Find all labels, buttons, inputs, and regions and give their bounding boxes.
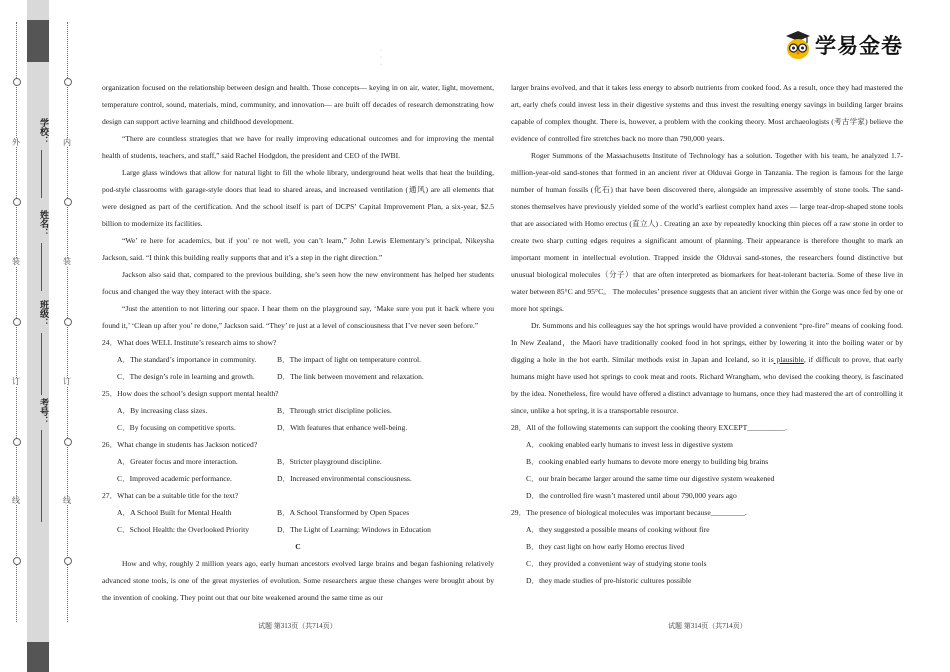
option-row bbox=[102, 470, 494, 487]
binding-hole bbox=[13, 557, 21, 565]
gutter-bottom-block bbox=[27, 642, 49, 672]
option-d[interactable]: D．The Light of Learning: Windows in Education bbox=[277, 525, 431, 534]
option-row bbox=[102, 351, 494, 368]
option-c[interactable]: C．they provided a convenient way of studying stone tools bbox=[526, 559, 707, 568]
option-c[interactable]: C．our brain became larger around the same time our digestive system weakened bbox=[526, 474, 775, 483]
option-c[interactable]: C．By focusing on competitive sports. bbox=[117, 423, 236, 432]
option-row bbox=[102, 402, 494, 419]
option-row bbox=[102, 419, 494, 436]
paragraph bbox=[511, 317, 903, 419]
option-c[interactable]: C．The design’s role in learning and growth. bbox=[117, 372, 255, 381]
paragraph: “Just the attention to not littering our space. I hear them on the playground say, ‘Make sure you put it back where you found it,’ ‘Clean up after you’ re done,” Jackson said. “They’ re just at a level of consciousness that I’ve never seen before.” bbox=[102, 304, 494, 330]
section-heading: C bbox=[295, 542, 301, 551]
paragraph: “There are countless strategies that we have for really improving educational outcomes and for improving the mental health of students, teachers, and staff,” said Rachel Hodgdon, the president and CEO of the IWBI. bbox=[102, 134, 494, 160]
option-b[interactable]: B．The impact of light on temperature control. bbox=[277, 355, 422, 364]
question-stem: 28．All of the following statements can support the cooking theory EXCEPT__________. bbox=[511, 423, 788, 432]
question-stem: 27．What can be a suitable title for the text? bbox=[102, 491, 239, 500]
option-d[interactable]: D．the controlled fire wasn’t mastered until about 790,000 years ago bbox=[526, 491, 737, 500]
binding-hole bbox=[13, 318, 21, 326]
option-row bbox=[102, 453, 494, 470]
option-d[interactable]: D．Increased environmental consciousness. bbox=[277, 474, 412, 483]
inner-mark: 装 bbox=[63, 257, 71, 266]
inner-mark: 内 bbox=[63, 138, 71, 147]
option-b[interactable]: B．Through strict discipline policies. bbox=[277, 406, 392, 415]
paragraph-text: Dr. Summons and his colleagues say the hot springs would have provided a convenient “pre-fire” means of cooking food. In New Zealand，the Maori have traditionally cooked food in hot springs, either by lowering it into the boiling water or by digging a hole in the hot earth. Similar methods exist in Japan and Iceland, so it is bbox=[511, 321, 903, 364]
name-line[interactable] bbox=[41, 243, 42, 291]
page-footer-left: 试题 第313页（共714页） bbox=[258, 622, 337, 630]
inner-mark: 订 bbox=[63, 377, 71, 386]
left-column bbox=[102, 79, 494, 606]
option-a[interactable]: A．they suggested a possible means of cooking without fire bbox=[526, 525, 710, 534]
option-a[interactable]: A．A School Built for Mental Health bbox=[117, 508, 232, 517]
option-a[interactable]: A．By increasing class sizes. bbox=[117, 406, 208, 415]
binding-hole bbox=[13, 198, 21, 206]
class-line[interactable] bbox=[41, 333, 42, 395]
binding-hole bbox=[13, 438, 21, 446]
page-footer-right: 试题 第314页（共714页） bbox=[668, 622, 747, 630]
option-row bbox=[102, 368, 494, 385]
option-c[interactable]: C．Improved academic performance. bbox=[117, 474, 232, 483]
paragraph: How and why, roughly 2 million years ago, early human ancestors evolved large brains and began fashioning relatively advanced stone tools, is one of the great mysteries of evolution. Some researchers argue these changes were brought about by the invention of cooking. They point out that our bite weakened around the same time as our bbox=[102, 559, 494, 602]
school-line[interactable] bbox=[41, 150, 42, 198]
binding-hole bbox=[13, 78, 21, 86]
binding-hole bbox=[64, 78, 72, 86]
option-row bbox=[102, 521, 494, 538]
binding-hole bbox=[64, 318, 72, 326]
logo-text: 学易金卷 bbox=[815, 34, 903, 58]
binding-gutter bbox=[27, 0, 49, 672]
option-d[interactable]: D．they made studies of pre-historic cultures possible bbox=[526, 576, 692, 585]
outer-mark: 装 bbox=[12, 257, 20, 266]
binding-hole bbox=[64, 557, 72, 565]
option-a[interactable]: A．cooking enabled early humans to invest less in digestive system bbox=[526, 440, 733, 449]
paragraph-text: , if difficult to prove, that early humans might have used hot springs to cook meat and roots. Richard Wrangham, who devised the cooking theory, is fascinated by the idea. Nonetheless, fire would have offered a distinct advantage to humans, once they had mastered the art of controlling it since, unlike a hot spring, it is a transportable resource. bbox=[511, 355, 903, 415]
paragraph: organization focused on the relationship between design and health. Those concepts— keying in on air, water, light, movement, temperature control, sound, materials, mind, community, and innovation— are built off decades of research demonstrating how design can support active learning and childhood development. bbox=[102, 83, 494, 126]
top-dots: · · · bbox=[380, 48, 382, 68]
option-d[interactable]: D．With features that enhance well-being. bbox=[277, 423, 408, 432]
question-stem: 25．How does the school’s design support mental health? bbox=[102, 389, 279, 398]
binding-hole bbox=[64, 438, 72, 446]
logo bbox=[785, 28, 903, 62]
underlined-word: plausible bbox=[773, 355, 804, 364]
paragraph: “We’ re here for academics, but if you’ re not well, you can’t learn,” John Lewis Elementary’s principal, Nikeysha Jackson, said. “I think this building really supports that and it’s a step in the right direction.” bbox=[102, 236, 494, 262]
option-d[interactable]: D．The link between movement and relaxation. bbox=[277, 372, 424, 381]
option-b[interactable]: B．A School Transformed by Open Spaces bbox=[277, 508, 410, 517]
outer-mark: 外 bbox=[12, 138, 20, 147]
option-b[interactable]: B．cooking enabled early humans to devote more energy to building big brains bbox=[526, 457, 769, 466]
gutter-top-block bbox=[27, 20, 49, 62]
paragraph: Jackson also said that, compared to the previous building, she’s seen how the new environment has helped her students focus and changed the way they interact with the space. bbox=[102, 270, 494, 296]
option-c[interactable]: C．School Health: the Overlooked Priority bbox=[117, 525, 250, 534]
option-b[interactable]: B．Stricter playground discipline. bbox=[277, 457, 382, 466]
outer-mark: 线 bbox=[12, 496, 20, 505]
option-b[interactable]: B．they cast light on how early Homo erectus lived bbox=[526, 542, 685, 551]
question-stem: 29．The presence of biological molecules was important because_________. bbox=[511, 508, 747, 517]
option-a[interactable]: A．Greater focus and more interaction. bbox=[117, 457, 238, 466]
graduate-owl-icon bbox=[785, 30, 811, 60]
exam-number-label: 考号： bbox=[38, 398, 48, 425]
right-column bbox=[511, 79, 903, 589]
name-label: 姓名： bbox=[38, 210, 48, 237]
paragraph: larger brains evolved, and that it takes less energy to absorb nutrients from cooked food. As a result, once they had mastered the art, early chefs could invest less in their digestive systems and thus invest the resulting energy savings in building larger brains capable of complex thought. There is, however, a problem with the cooking theory. Most archaeologists (考古学家) believe the evidence of controlled fire stretches back no more than 790,000 years. bbox=[511, 83, 903, 143]
option-a[interactable]: A．The standard’s importance in community. bbox=[117, 355, 257, 364]
inner-mark: 线 bbox=[63, 496, 71, 505]
binding-hole bbox=[64, 198, 72, 206]
question-stem: 24．What does WELL Institute’s research aims to show? bbox=[102, 338, 277, 347]
paragraph: Roger Summons of the Massachusetts Institute of Technology has a solution. Together with his team, he analyzed 1.7-million-year-old sand-stones that formed in an ancient river at Olduvai Gorge in Tanzania. The region is famous for the large number of human fossils (化石) that have been discovered there, alongside an impressive assembly of stone tools. The sand-stones themselves have previously yielded some of the world’s earliest complex hand axes — large tear-drop-shaped stone tools that are associated with Homo erectus (直立人) . Creating an axe by repeatedly knocking thin pieces off a raw stone in order to create two sharp cutting edges requires a significant amount of planning. Their appearance is therefore thought to mark an important moment in intellectual evolution. Trapped inside the Olduvai sand-stones, the researchers found distinctive but unusual biological molecules（分子）that are often interpreted as biomarkers for heat-tolerant bacteria. Some of these live in water between 85°C and 95°C。 The molecules’ presence suggests that an ancient river within the Gorge was once fed by one or more hot springs. bbox=[511, 151, 903, 313]
class-label: 班级： bbox=[38, 300, 48, 327]
paragraph: Large glass windows that allow for natural light to fill the whole library, underground heat wells that heat the building, pod-style classrooms with garage-style doors that lead to shared areas, and increased ventilation (通风) are all elements that were designed as part of the certification. And the school itself is part of DCPS’ Capital Improvement Plan, a six-year, $2.5 billion to modernize its facilities. bbox=[102, 168, 494, 228]
outer-mark: 订 bbox=[12, 377, 20, 386]
question-stem: 26．What change in students has Jackson noticed? bbox=[102, 440, 258, 449]
option-row bbox=[102, 504, 494, 521]
school-label: 学校： bbox=[38, 118, 48, 145]
exam-number-line[interactable] bbox=[41, 430, 42, 522]
